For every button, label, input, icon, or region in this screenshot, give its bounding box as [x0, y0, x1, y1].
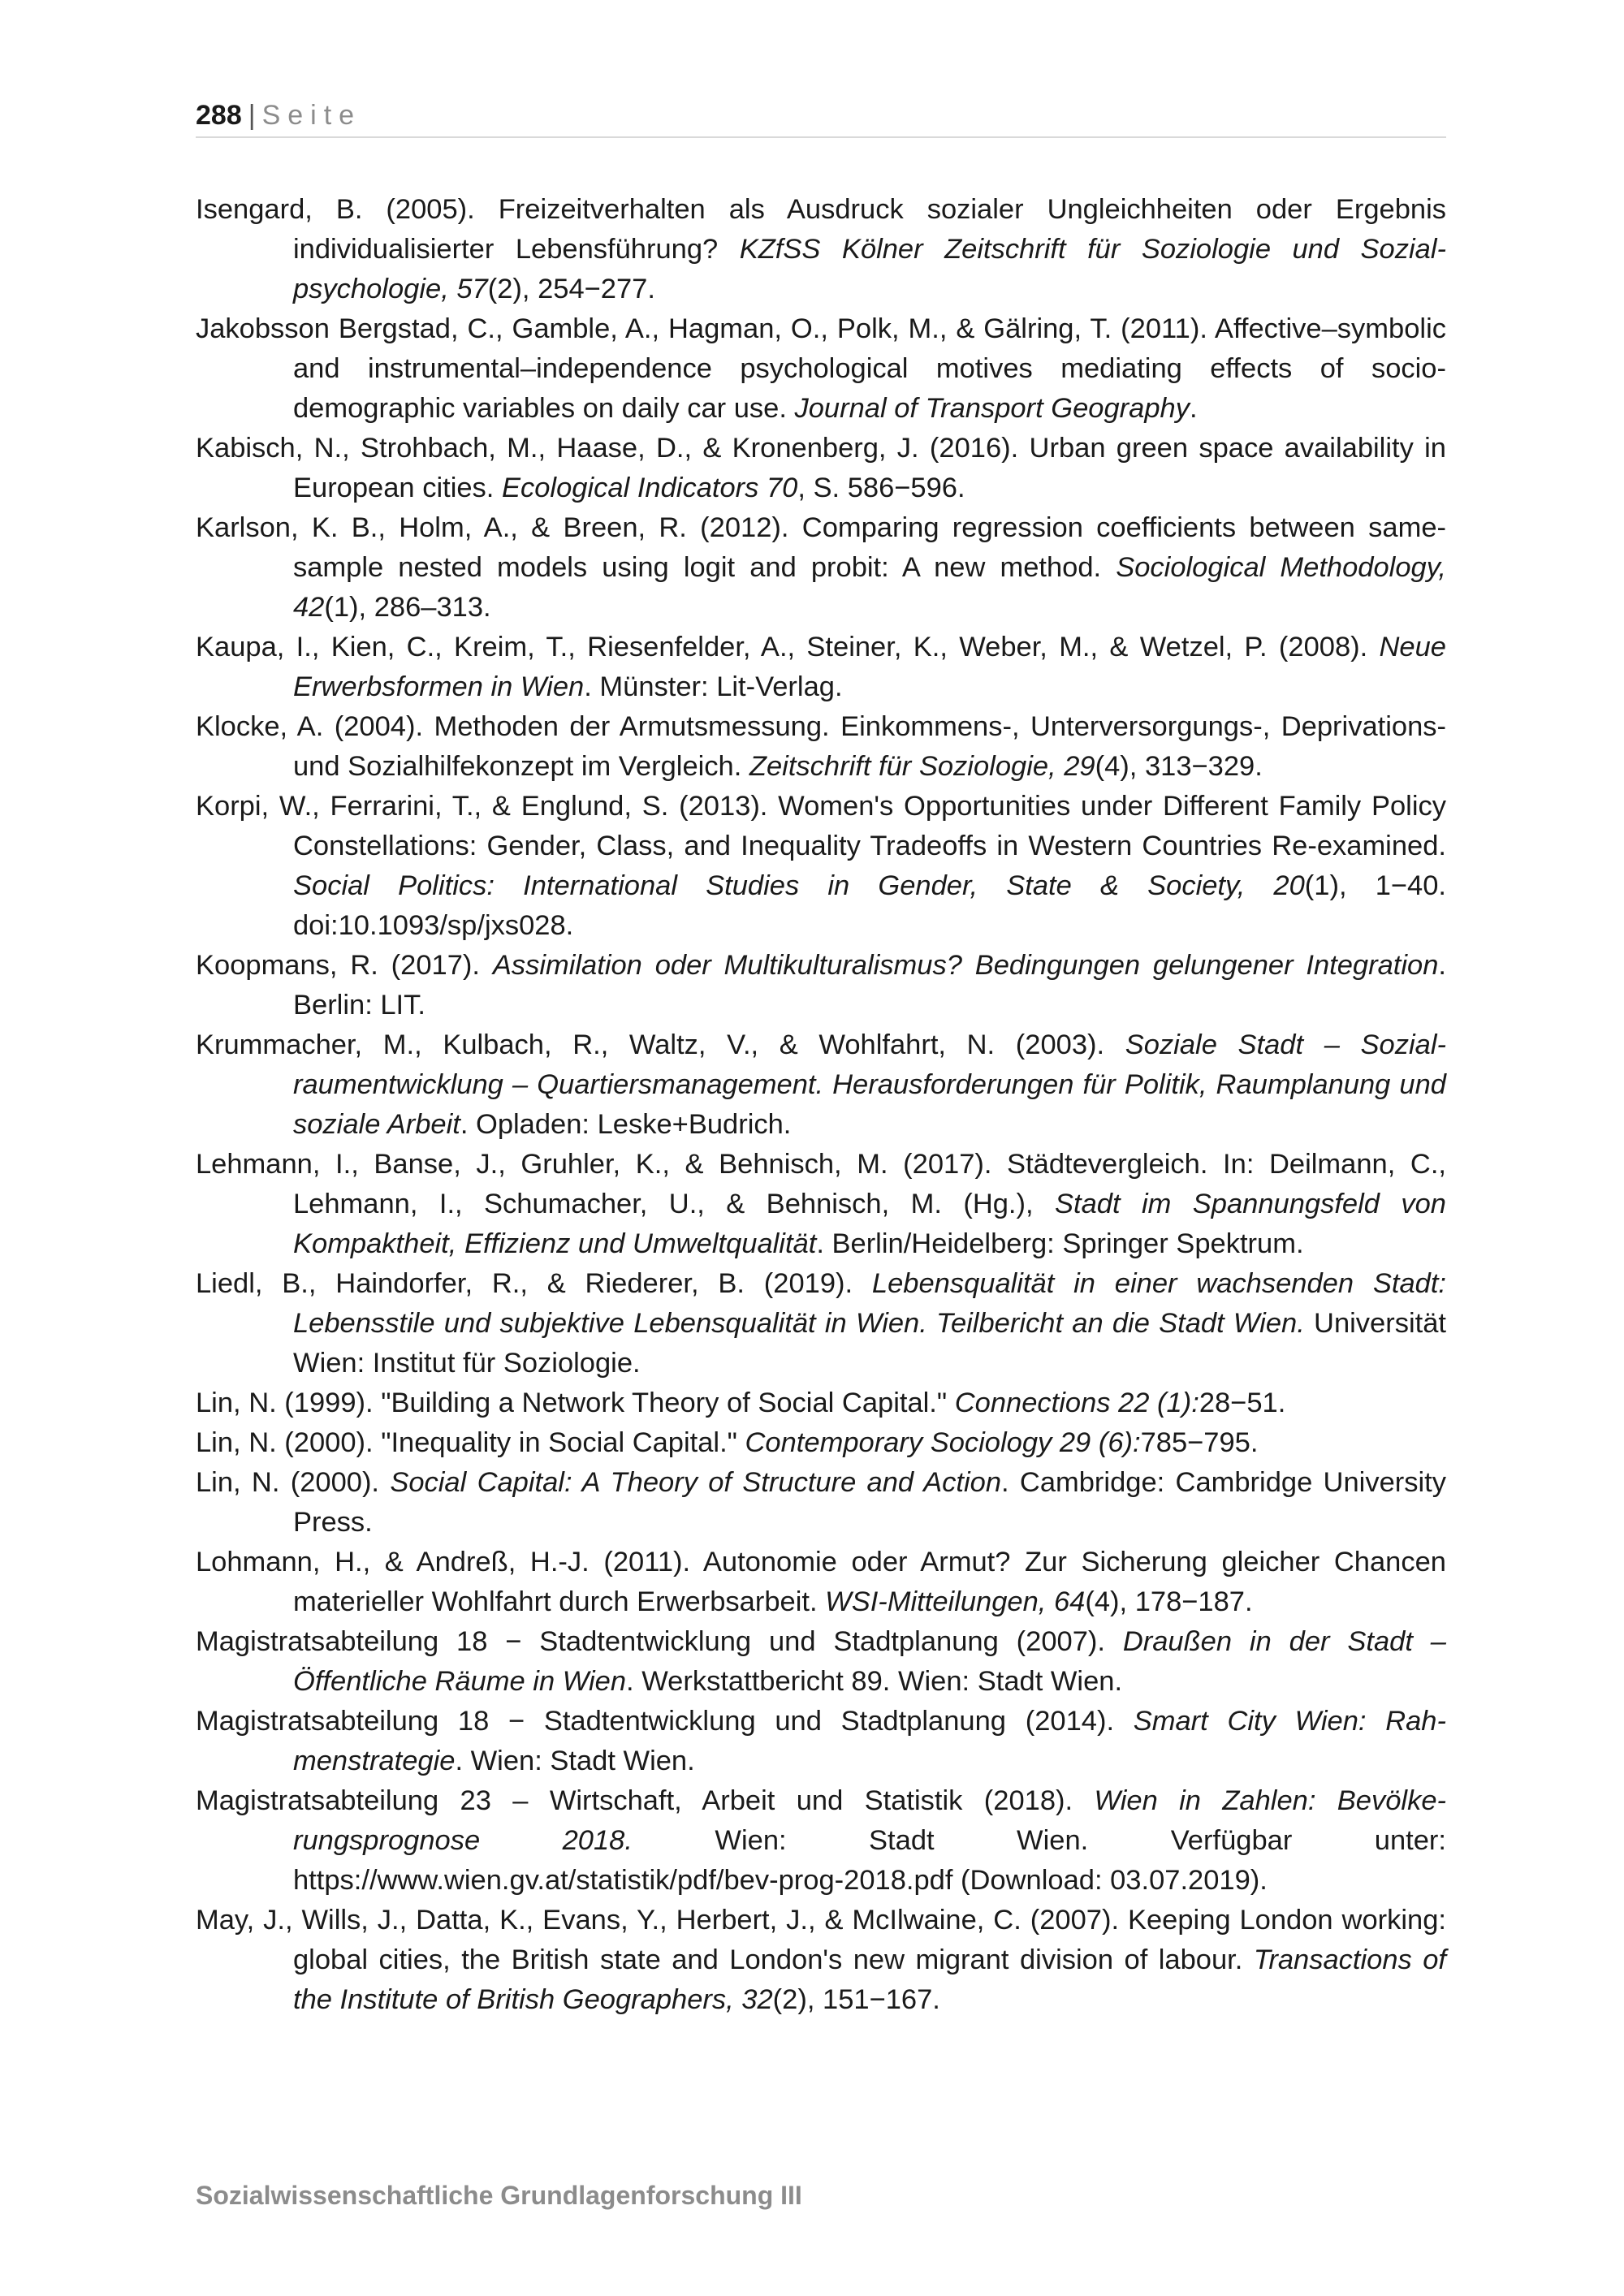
reference-title-italic: Ecological Indicators 70: [501, 473, 798, 503]
header-separator: |: [248, 100, 256, 131]
reference-text: (4), 313−329.: [1095, 751, 1263, 782]
reference-text: Lin, N. (1999). "Building a Network Theory of Social Capital.": [196, 1388, 955, 1418]
reference-entry: [196, 1383, 1446, 1423]
reference-text: Lohmann, H., & Andreß, H.-J. (2011). Autonomie oder Armut? Zur Sicherung gleicher Chancen materieller Wohlfahrt durch Erwerbsarbeit.: [196, 1547, 1446, 1617]
reference-text: Jakobsson Bergstad, C., Gamble, A., Hagman, O., Polk, M., & Gälring, T. (2011). Affective–symbolic and instrumental–independence psychological motives mediating effects of socio-demographic variables on daily car use.: [196, 313, 1446, 424]
reference-text: 785−795.: [1140, 1427, 1259, 1458]
reference-title-italic: Sociological Methodology, 42: [293, 552, 1446, 623]
reference-text: Korpi, W., Ferrarini, T., & Englund, S. (2013). Women's Opportunities under Different Family Policy Constellations: Gender, Class, and Inequality Tradeoffs in Western Countries Re-examined.: [196, 791, 1446, 861]
reference-entry: [196, 1463, 1446, 1543]
reference-entry: [196, 787, 1446, 946]
header-label: Seite: [261, 100, 362, 131]
reference-title-italic: KZfSS Kölner Zeitschrift für Soziologie und Sozialpsychologie, 57: [293, 234, 1446, 304]
reference-text: . Berlin: LIT.: [293, 950, 1447, 1021]
reference-entry: [196, 707, 1446, 787]
reference-text: Lin, N. (2000). "Inequality in Social Capital.": [196, 1427, 745, 1458]
reference-text: . Wien: Stadt Wien.: [455, 1746, 695, 1776]
reference-text: (2), 254−277.: [487, 274, 655, 304]
reference-title-italic: Connections 22 (1):: [954, 1388, 1199, 1418]
reference-text: 28−51.: [1199, 1388, 1286, 1418]
reference-text: Lin, N. (2000).: [196, 1467, 391, 1498]
reference-title-italic: Transactions of the Institute of British Geographers, 32: [293, 1944, 1446, 2015]
reference-title-italic: WSI-Mitteilungen, 64: [825, 1586, 1086, 1617]
reference-entry: [196, 1781, 1446, 1901]
reference-text: Krummacher, M., Kulbach, R., Waltz, V., & Wohlfahrt, N. (2003).: [196, 1029, 1125, 1060]
reference-title-italic: Neue Erwerbsformen in Wien: [293, 632, 1446, 702]
reference-text: Magistratsabteilung 18 − Stadtentwicklung und Stadtplanung (2007).: [196, 1626, 1123, 1657]
reference-text: Universität Wien: Institut für Soziologie.: [293, 1308, 1446, 1379]
reference-text: Lehmann, I., Banse, J., Gruhler, K., & Behnisch, M. (2017). Städtevergleich. In: Deilmann, C., Lehmann, I., Schumacher, U., & Behnisch, M. (Hg.),: [196, 1149, 1446, 1219]
reference-entry: [196, 309, 1446, 429]
page-header: [196, 94, 1446, 138]
reference-text: May, J., Wills, J., Datta, K., Evans, Y., Herbert, J., & McIlwaine, C. (2007). Keeping London working: global cities, the British state and London's new migrant division of labour.: [196, 1905, 1446, 1975]
reference-title-italic: Soziale Stadt – Sozialraumentwicklung – Quartiersmanagement. Herausforderungen für Politik, Raumplanung und soziale Arbeit: [293, 1029, 1446, 1140]
reference-text: (1), 1−40. doi:10.1093/sp/jxs028.: [293, 870, 1446, 941]
reference-entry: [196, 508, 1446, 628]
reference-title-italic: Draußen in der Stadt – Öffentliche Räume in Wien: [293, 1626, 1446, 1697]
reference-title-italic: Contemporary Sociology 29 (6):: [745, 1427, 1141, 1458]
page-number: 288: [196, 100, 242, 131]
reference-text: Magistratsabteilung 18 − Stadtentwicklung und Stadtplanung (2014).: [196, 1706, 1134, 1737]
reference-text: . Werkstattbericht 89. Wien: Stadt Wien.: [626, 1666, 1123, 1697]
reference-entry: [196, 946, 1446, 1025]
reference-text: Liedl, B., Haindorfer, R., & Riederer, B. (2019).: [196, 1268, 872, 1299]
reference-text: (2), 151−167.: [772, 1984, 940, 2015]
reference-title-italic: Zeitschrift für Soziologie, 29: [749, 751, 1095, 782]
reference-entry: [196, 1702, 1446, 1781]
reference-list: [196, 190, 1446, 2020]
reference-text: Magistratsabteilung 23 – Wirtschaft, Arbeit und Statistik (2018).: [196, 1785, 1095, 1816]
reference-text: . Opladen: Leske+Budrich.: [460, 1109, 792, 1140]
reference-entry: [196, 1543, 1446, 1622]
reference-title-italic: Stadt im Spannungsfeld von Kompaktheit, Effizienz und Umweltqualität: [293, 1189, 1446, 1259]
reference-text: Kabisch, N., Strohbach, M., Haase, D., & Kronenberg, J. (2016). Urban green space availability in European cities.: [196, 433, 1446, 503]
reference-text: Klocke, A. (2004). Methoden der Armutsmessung. Einkommens-, Unterversorgungs-, Deprivations- und Sozialhilfekonzept im Vergleich.: [196, 711, 1446, 782]
reference-title-italic: Social Politics: International Studies in Gender, State & Society, 20: [293, 870, 1305, 901]
reference-entry: [196, 1901, 1446, 2020]
reference-title-italic: Journal of Transport Geography: [794, 393, 1190, 424]
page-footer: Sozialwissenschaftliche Grundlagenforschung III: [196, 2181, 802, 2210]
reference-text: Karlson, K. B., Holm, A., & Breen, R. (2012). Comparing regression coefficients between same-sample nested models using logit and probit: A new method.: [196, 512, 1446, 583]
reference-entry: [196, 1622, 1446, 1702]
reference-text: Wien: Stadt Wien. Verfügbar unter: https://www.wien.gv.at/statistik/pdf/bev-prog-2018.pdf (Download: 03.07.2019).: [293, 1825, 1446, 1896]
reference-text: . Münster: Lit-Verlag.: [584, 671, 843, 702]
reference-entry: [196, 628, 1446, 707]
reference-text: , S. 586−596.: [797, 473, 965, 503]
reference-entry: [196, 1423, 1446, 1463]
reference-text: Kaupa, I., Kien, C., Kreim, T., Riesenfelder, A., Steiner, K., Weber, M., & Wetzel, P. (2008).: [196, 632, 1380, 662]
reference-text: .: [1189, 393, 1198, 424]
reference-entry: [196, 190, 1446, 309]
reference-text: Isengard, B. (2005). Freizeitverhalten als Ausdruck sozialer Ungleichheiten oder Ergebnis individualisierter Lebensführung?: [196, 194, 1446, 265]
reference-text: . Berlin/Heidelberg: Springer Spektrum.: [816, 1228, 1304, 1259]
reference-title-italic: Social Capital: A Theory of Structure and Action: [390, 1467, 1002, 1498]
reference-title-italic: Assimilation oder Multikulturalismus? Bedingungen gelungener Integration: [492, 950, 1439, 981]
reference-title-italic: Lebensqualität in einer wachsenden Stadt: Lebensstile und subjektive Lebensqualität in Wien. Teilbericht an die Stadt Wien.: [293, 1268, 1446, 1339]
reference-entry: [196, 1025, 1446, 1145]
reference-title-italic: Smart City Wien: Rahmenstrategie: [293, 1706, 1446, 1776]
reference-text: Koopmans, R. (2017).: [196, 950, 493, 981]
reference-entry: [196, 429, 1446, 508]
reference-title-italic: Wien in Zahlen: Bevölkerungsprognose 2018.: [293, 1785, 1447, 1856]
reference-text: (4), 178−187.: [1085, 1586, 1253, 1617]
reference-text: . Cambridge: Cambridge University Press.: [293, 1467, 1447, 1538]
reference-entry: [196, 1264, 1446, 1383]
reference-text: (1), 286–313.: [324, 592, 491, 623]
reference-entry: [196, 1145, 1446, 1264]
